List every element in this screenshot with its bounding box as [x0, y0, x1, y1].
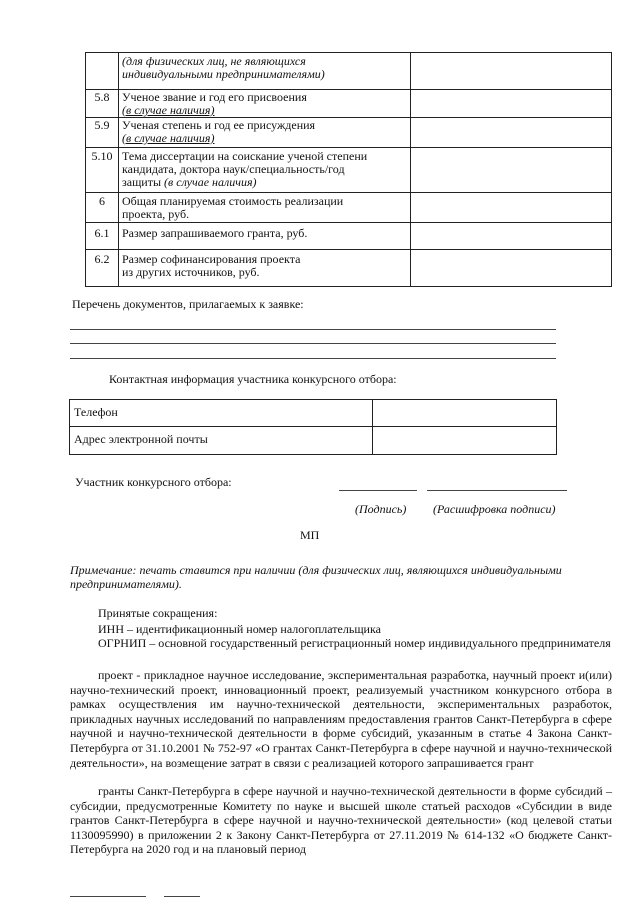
phone-label: Телефон: [74, 405, 118, 419]
signature-decode-caption: (Расшифровка подписи): [433, 502, 556, 516]
blank-line: [70, 343, 556, 344]
contact-heading: Контактная информация участника конкурсного отбора:: [109, 372, 397, 386]
row-divider: [86, 222, 611, 223]
application-table: [85, 52, 612, 287]
blank-line: [70, 358, 556, 359]
row-divider: [86, 192, 611, 193]
footer-line: [70, 896, 146, 897]
table-row: Тема диссертации на соискание ученой степени кандидата, доктора наук/специальность/год защиты (в случае наличия): [122, 149, 368, 189]
signature-caption: (Подпись): [355, 502, 407, 516]
abbr-project: проект - прикладное научное исследование, экспериментальная разработка, научный проект и(или) научно-технический проект, инновационный проект, реализуемый участником конкурсного отбора в рамках осуществления им научно-технической деятельности, экспериментальных разработок, прикладных научных исследований по направлениям предоставления грантов Санкт-Петербурга в сфере научной и научно-технической деятельности в форме субсидий, указанным в статье 4 Закона Санкт-Петербурга от 31.10.2001 № 752-97 «О грантах Санкт-Петербурга в сфере научной и научно-технической деятельности», на возмещение затрат в связи с реализацией которого запрашивается грант: [70, 668, 612, 770]
seal-label: МП: [300, 528, 320, 542]
row-number: 5.10: [91, 149, 113, 163]
signature-decode-line: [427, 490, 567, 491]
table-row: (для физических лиц, не являющихся индивидуальными предпринимателями): [122, 54, 325, 81]
table-row: Ученое звание и год его присвоения (в случае наличия): [122, 90, 307, 117]
blank-line: [70, 329, 556, 330]
participant-label: Участник конкурсного отбора:: [75, 475, 232, 489]
column-divider: [118, 53, 119, 286]
contact-table: [69, 399, 557, 455]
table-row: Общая планируемая стоимость реализации проекта, руб.: [122, 194, 344, 221]
table-row: Ученая степень и год ее присуждения (в случае наличия): [122, 118, 316, 145]
table-row: Размер софинансирования проекта из других источников, руб.: [122, 252, 301, 279]
row-number: 5.8: [94, 90, 110, 104]
abbr-heading: Принятые сокращения:: [98, 606, 218, 620]
row-number: 6.2: [94, 252, 110, 266]
column-divider: [372, 400, 373, 454]
row-number: 6.1: [94, 226, 110, 240]
abbr-inn: ИНН – идентификационный номер налогоплательщика: [98, 622, 381, 636]
abbr-grants: гранты Санкт-Петербурга в сфере научной и научно-технической деятельности в форме субсидий – субсидии, предусмотренные Комитету по науке и высшей школе статьей расходов «Субсидии в виде грантов Санкт-Петербурга в сфере научной и научно-технической деятельности» (код целевой статьи 1130095990) в приложении 2 к Закону Санкт-Петербурга от 27.11.2019 № 614-132 «О бюджете Санкт-Петербурга на 2020 год и на плановый период: [70, 784, 612, 857]
footer-line: [164, 896, 200, 897]
email-label: Адрес электронной почты: [74, 432, 208, 446]
signature-line: [339, 490, 417, 491]
row-number: 6: [99, 194, 105, 208]
abbr-ogrnip: ОГРНИП – основной государственный регистрационный номер индивидуального предпринимателя: [98, 636, 611, 650]
row-divider: [86, 147, 611, 148]
note: Примечание: печать ставится при наличии (для физических лиц, являющихся индивидуальными предпринимателями).: [70, 563, 562, 591]
column-divider: [410, 53, 411, 286]
row-divider: [70, 426, 556, 427]
documents-label: Перечень документов, прилагаемых к заявке:: [72, 297, 304, 311]
row-divider: [86, 249, 611, 250]
table-row: Размер запрашиваемого гранта, руб.: [122, 226, 308, 240]
row-number: 5.9: [94, 118, 110, 132]
